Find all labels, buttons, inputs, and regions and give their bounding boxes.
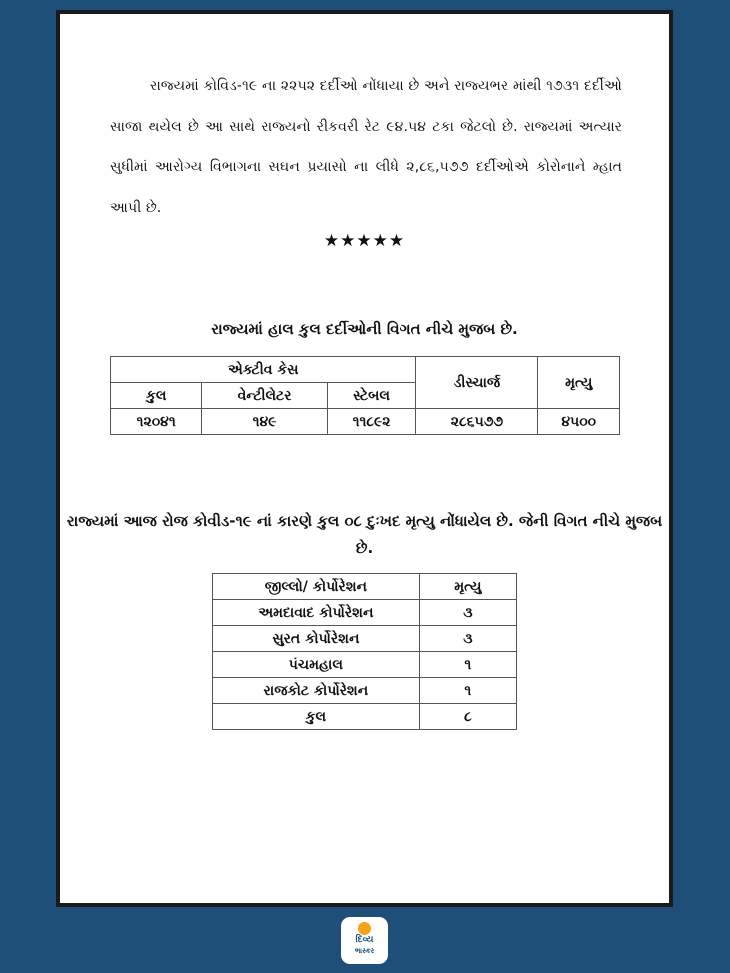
table-row [213,704,517,730]
table-row [213,652,517,678]
logo-text-line1: દિવ્ય [355,935,374,945]
district-name: પંચમહાલ [213,652,420,678]
district-name: કુલ [213,704,420,730]
total-header: કુલ [111,383,202,409]
total-value: ૧૨૦૪૧ [111,409,202,435]
district-header: જીલ્લો/ કોર્પોરેશન [213,574,420,600]
district-deaths: ૩ [419,600,516,626]
district-name: સુરત કોર્પોરેશન [213,626,420,652]
discharge-value: ૨૮૬૫૭૭ [416,409,538,435]
discharge-header: ડીસ્ચાર્જ [416,357,538,409]
deaths-value: ૪૫૦૦ [538,409,620,435]
logo-text-line2: ભાસ્કર [354,947,375,955]
star-separator: ★★★★★ [323,231,406,251]
patients-heading: રાજ્યમાં હાલ કુલ દર્દીઓની વિગત નીચે મુજબ છે. [211,320,518,338]
district-name: રાજકોટ કોર્પોરેશન [213,678,420,704]
table-row [213,600,517,626]
ventilator-value: ૧૪૯ [202,409,327,435]
district-deaths: ૧ [419,678,516,704]
stable-value: ૧૧૮૯૨ [327,409,416,435]
district-table [212,573,517,730]
district-deaths: ૧ [419,652,516,678]
divya-bhaskar-logo [341,917,388,964]
district-deaths-header: મૃત્યુ [419,574,516,600]
table-row [213,678,517,704]
district-deaths: ૩ [419,626,516,652]
table-row [213,626,517,652]
active-cases-header: એક્ટીવ કેસ [111,357,416,383]
deaths-heading: રાજ્યમાં આજ રોજ કોવીડ-૧૯ નાં કારણે કુલ ૦૮ દુઃખદ મૃત્યુ નોંધાયેલ છે. જેની વિગત નીચે મુજબ છે. [66,512,663,557]
stable-header: સ્ટેબલ [327,383,416,409]
patients-table [110,356,620,435]
ventilator-header: વેન્ટીલેટર [202,383,327,409]
district-name: અમદાવાદ કોર્પોરેશન [213,600,420,626]
document-page [60,14,669,903]
intro-paragraph: રાજ્યમાં કોવિડ-૧૯ ના ૨૨૫૨ દર્દીઓ નોંધાયા છે અને રાજ્યભર માંથી ૧૭૩૧ દર્દીઓ સાજા થયેલ છે આ સાથે રાજ્યનો રીકવરી રેટ ૯૪.૫૪ ટકા જેટલો છે. રાજ્યમાં અત્યાર સુધીમાં આરોગ્ય વિભાગના સઘન પ્રયાસો ના લીધે ૨,૮૬,૫૭૭ દર્દીઓએ કોરોનાને મ્હાત આપી છે. [110,78,622,216]
district-deaths: ૮ [419,704,516,730]
deaths-header: મૃત્યુ [538,357,620,409]
sun-icon [358,922,371,935]
